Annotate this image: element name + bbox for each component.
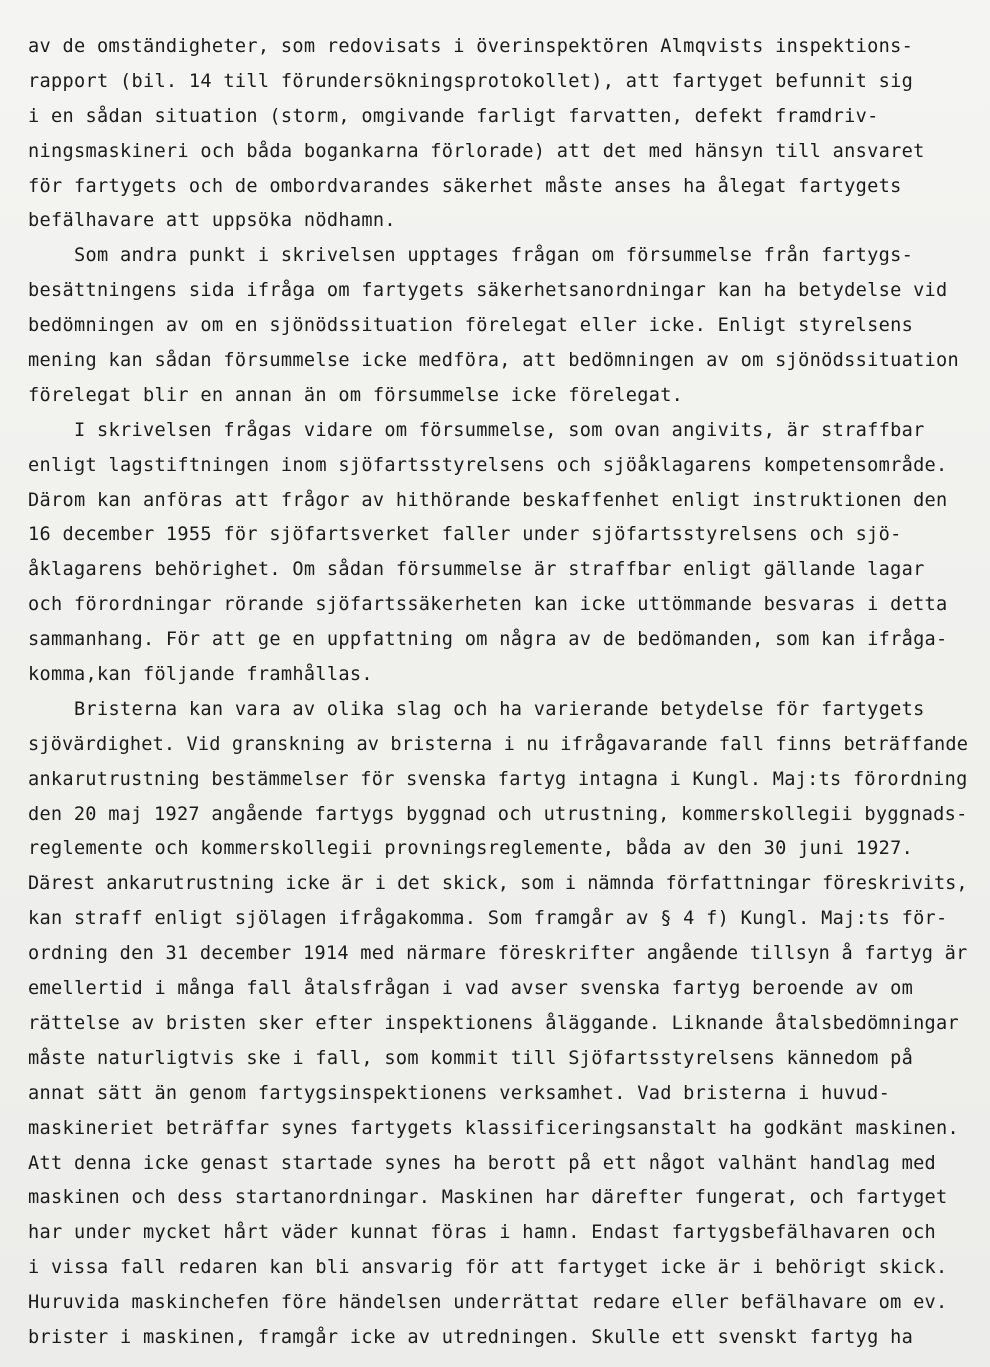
text-line: åklagarens behörighet. Om sådan försummelse är straffbar enligt gällande lagar xyxy=(28,559,925,581)
text-line: ordning den 31 december 1914 med närmare föreskrifter angående tillsyn å fartyg är xyxy=(28,943,968,965)
text-line: annat sätt än genom fartygsinspektionens verksamhet. Vad bristerna i huvud- xyxy=(28,1082,891,1104)
text-line: måste naturligtvis ske i fall, som kommit till Sjöfartsstyrelsens kännedom på xyxy=(28,1047,914,1069)
text-line: för fartygets och de ombordvarandes säkerhet måste anses ha ålegat fartygets xyxy=(28,175,902,197)
paragraph-start-line: I skrivelsen frågas vidare om försummelse, som ovan angivits, är straffbar xyxy=(28,419,925,441)
text-line: besättningens sida ifråga om fartygets säkerhetsanordningar kan ha betydelse vid xyxy=(28,280,948,302)
text-line: i en sådan situation (storm, omgivande farligt farvatten, defekt framdriv- xyxy=(28,105,879,127)
text-line: Huruvida maskinchefen före händelsen underrättat redare eller befälhavare om ev. xyxy=(28,1292,948,1314)
text-line: enligt lagstiftningen inom sjöfartsstyrelsens och sjöåklagarens kompetensområde. xyxy=(28,454,948,476)
text-line: befälhavare att uppsöka nödhamn. xyxy=(28,210,396,232)
text-line: sjövärdighet. Vid granskning av bristerna i nu ifrågavarande fall finns beträffande xyxy=(28,733,969,755)
text-line: rapport (bil. 14 till förundersökningsprotokollet), att fartyget befunnit sig xyxy=(28,70,914,92)
text-line: Därom kan anföras att frågor av hithörande beskaffenhet enligt instruktionen den xyxy=(28,489,948,511)
text-line: 16 december 1955 för sjöfartsverket faller under sjöfartsstyrelsens och sjö- xyxy=(28,524,902,546)
text-line: reglemente och kommerskollegii provningsreglemente, båda av den 30 juni 1927. xyxy=(28,838,914,860)
document-body xyxy=(28,30,968,1356)
text-line: och förordningar rörande sjöfartssäkerheten kan icke uttömmande besvaras i detta xyxy=(28,594,948,616)
text-line: av de omständigheter, som redovisats i överinspektören Almqvists inspektions- xyxy=(28,36,914,57)
text-line: i vissa fall redaren kan bli ansvarig för att fartyget icke är i behörigt skick. xyxy=(28,1257,948,1279)
text-line: rättelse av bristen sker efter inspektionens åläggande. Liknande åtalsbedömningar xyxy=(28,1012,960,1034)
text-line: ankarutrustning bestämmelser för svenska fartyg intagna i Kungl. Maj:ts förordning xyxy=(28,768,968,790)
text-line: har under mycket hårt väder kunnat föras i hamn. Endast fartygsbefälhavaren och xyxy=(28,1222,937,1244)
paragraph-start-line: Bristerna kan vara av olika slag och ha varierande betydelse för fartygets xyxy=(28,698,925,720)
text-line: förelegat blir en annan än om försummelse icke förelegat. xyxy=(28,384,684,406)
text-line: kan straff enligt sjölagen ifrågakomma. Som framgår av § 4 f) Kungl. Maj:ts för- xyxy=(28,908,948,930)
text-line: ningsmaskineri och båda bogankarna förlorade) att det med hänsyn till ansvaret xyxy=(28,140,925,162)
text-line: brister i maskinen, framgår icke av utredningen. Skulle ett svenskt fartyg ha xyxy=(28,1326,914,1348)
text-line: emellertid i många fall åtalsfrågan i vad avser svenska fartyg beroende av om xyxy=(28,978,914,1000)
text-line: maskinen och dess startanordningar. Maskinen har därefter fungerat, och fartyget xyxy=(28,1187,948,1209)
text-line: komma,kan följande framhållas. xyxy=(28,664,373,686)
paragraph-start-line: Som andra punkt i skrivelsen upptages frågan om försummelse från fartygs- xyxy=(28,245,914,267)
text-line: bedömningen av om en sjönödssituation förelegat eller icke. Enligt styrelsens xyxy=(28,315,914,337)
text-line: Att denna icke genast startade synes ha berott på ett något valhänt handlag med xyxy=(28,1152,937,1174)
text-line: mening kan sådan försummelse icke medföra, att bedömningen av om sjönödssituation xyxy=(28,350,960,372)
text-line: maskineriet beträffar synes fartygets klassificeringsanstalt ha godkänt maskinen. xyxy=(28,1117,960,1139)
text-line: Därest ankarutrustning icke är i det skick, som i nämnda författningar föreskrivits, xyxy=(28,873,968,895)
text-line: sammanhang. För att ge en uppfattning om några av de bedömanden, som kan ifråga- xyxy=(28,629,948,651)
text-line: den 20 maj 1927 angående fartygs byggnad och utrustning, kommerskollegii byggnads- xyxy=(28,803,968,825)
